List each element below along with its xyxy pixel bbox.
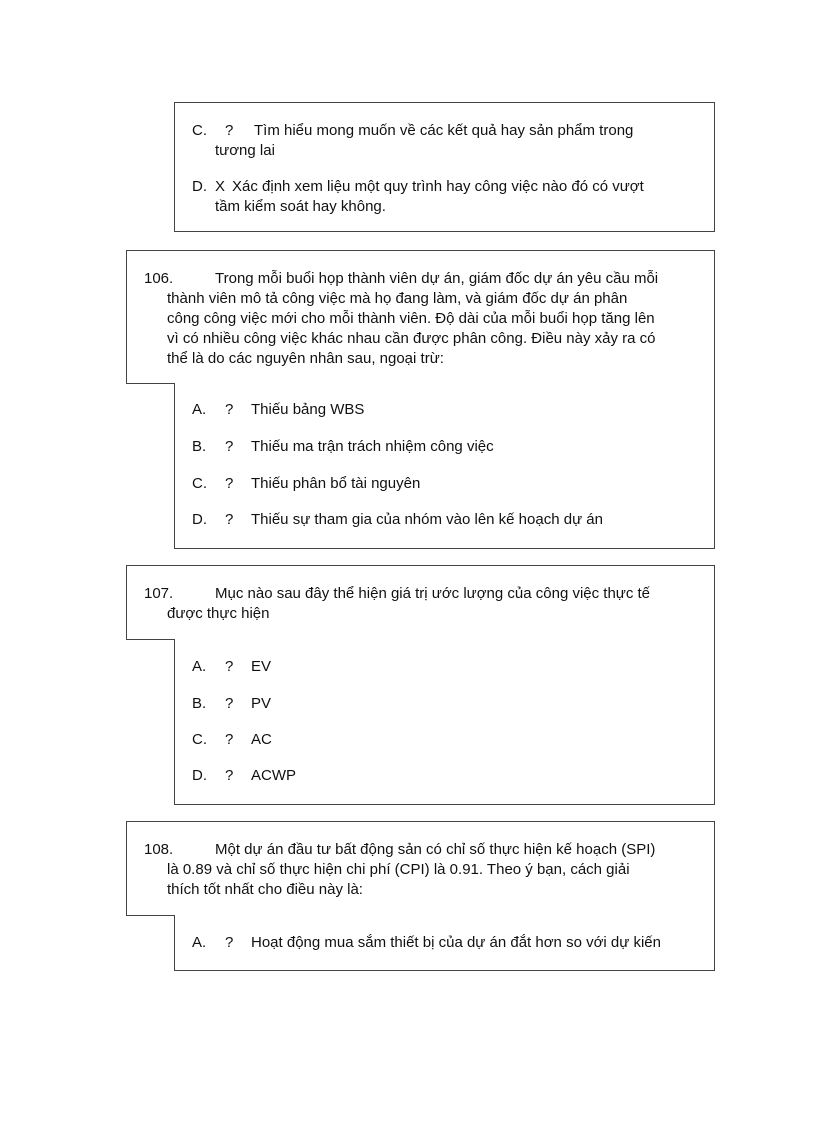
answer-mark: ? bbox=[225, 934, 234, 951]
question-107-options-box bbox=[174, 639, 715, 805]
answer-mark: ? bbox=[225, 511, 234, 528]
question-text-line: vì có nhiều công việc khác nhau cần được phân công. Điều này xảy ra có bbox=[167, 330, 656, 347]
question-108-box bbox=[126, 821, 715, 916]
answer-mark: ? bbox=[225, 767, 234, 784]
question-text-line: Trong mỗi buổi họp thành viên dự án, giám đốc dự án yêu cầu mỗi bbox=[215, 270, 659, 287]
answer-mark: ? bbox=[225, 731, 234, 748]
question-text-line: thành viên mô tả công việc mà họ đang làm, và giám đốc dự án phân bbox=[167, 290, 628, 307]
option-text: Xác định xem liệu một quy trình hay công việc nào đó có vượt bbox=[232, 178, 644, 195]
answer-mark: ? bbox=[225, 122, 234, 139]
option-letter: C. bbox=[192, 731, 207, 748]
option-letter: A. bbox=[192, 401, 207, 418]
option-letter: B. bbox=[192, 438, 207, 455]
option-text: Thiếu ma trận trách nhiệm công việc bbox=[251, 438, 494, 455]
option-letter: D. bbox=[192, 767, 207, 784]
question-108-options-box bbox=[174, 915, 715, 971]
option-letter: A. bbox=[192, 658, 207, 675]
option-text: Tìm hiểu mong muốn về các kết quả hay sản phẩm trong bbox=[254, 122, 634, 139]
option-text: Hoạt động mua sắm thiết bị của dự án đắt hơn so với dự kiến bbox=[251, 934, 661, 951]
question-number: 106. bbox=[144, 270, 174, 287]
option-text-continued: tầm kiểm soát hay không. bbox=[215, 198, 386, 215]
option-text-continued: tương lai bbox=[215, 142, 275, 159]
option-text: Thiếu bảng WBS bbox=[251, 401, 365, 418]
question-text-line: là 0.89 và chỉ số thực hiện chi phí (CPI) là 0.91. Theo ý bạn, cách giải bbox=[167, 861, 630, 878]
question-text-line: Mục nào sau đây thể hiện giá trị ước lượng của công việc thực tế bbox=[215, 585, 651, 602]
option-letter: B. bbox=[192, 695, 207, 712]
option-letter: C. bbox=[192, 475, 207, 492]
answer-mark: ? bbox=[225, 695, 234, 712]
option-letter: D. bbox=[192, 178, 207, 195]
option-text: ACWP bbox=[251, 767, 296, 784]
answer-mark: ? bbox=[225, 438, 234, 455]
option-letter: A. bbox=[192, 934, 207, 951]
question-number: 108. bbox=[144, 841, 174, 858]
question-107-box bbox=[126, 565, 715, 640]
question-text-line: được thực hiện bbox=[167, 605, 270, 622]
question-106-options-box bbox=[174, 383, 715, 549]
question-text-line: thể là do các nguyên nhân sau, ngoại trừ: bbox=[167, 350, 444, 367]
option-text: Thiếu phân bổ tài nguyên bbox=[251, 475, 421, 492]
option-letter: D. bbox=[192, 511, 207, 528]
question-106-box bbox=[126, 250, 715, 384]
question-text-line: thích tốt nhất cho điều này là: bbox=[167, 881, 363, 898]
question-text-line: Một dự án đầu tư bất động sản có chỉ số thực hiện kế hoạch (SPI) bbox=[215, 841, 656, 858]
question-number: 107. bbox=[144, 585, 174, 602]
question-text-line: công công việc mới cho mỗi thành viên. Độ dài của mỗi buổi họp tăng lên bbox=[167, 310, 655, 327]
answer-mark: ? bbox=[225, 401, 234, 418]
option-text: Thiếu sự tham gia của nhóm vào lên kế hoạch dự án bbox=[251, 511, 603, 528]
answer-mark: X bbox=[215, 178, 226, 195]
answer-mark: ? bbox=[225, 475, 234, 492]
option-letter: C. bbox=[192, 122, 207, 139]
option-text: EV bbox=[251, 658, 272, 675]
option-text: PV bbox=[251, 695, 272, 712]
options-box-continued bbox=[174, 102, 715, 232]
option-text: AC bbox=[251, 731, 272, 748]
answer-mark: ? bbox=[225, 658, 234, 675]
